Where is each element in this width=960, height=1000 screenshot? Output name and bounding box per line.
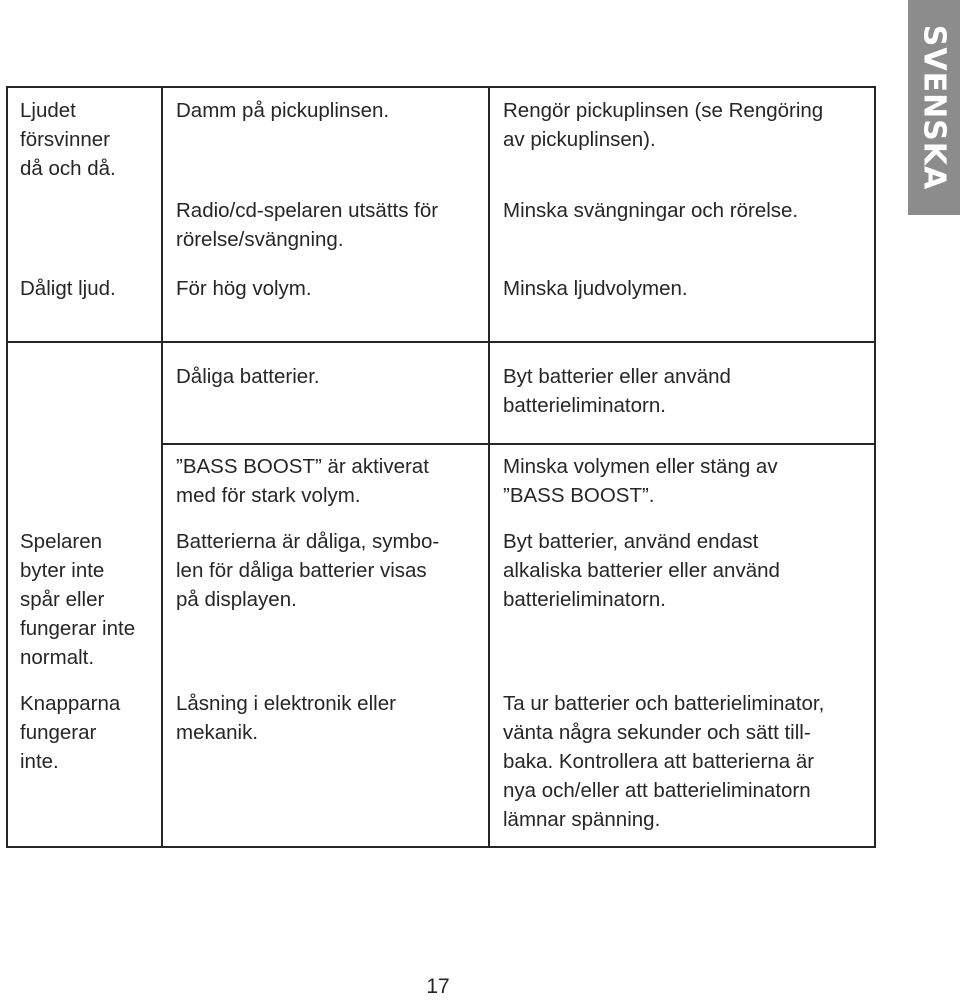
- solution-cell: Minska ljudvolymen.: [503, 277, 688, 300]
- troubleshooting-table: [6, 86, 876, 848]
- cause-cell: För hög volym.: [176, 277, 312, 300]
- row-divider: [161, 443, 874, 445]
- solution-cell: Ta ur batterier och batterieliminator, vänta några sekunder och sätt till- baka. Kontrollera att batterierna är nya och/eller att batterieliminatorn lämnar spänning.: [503, 692, 825, 831]
- cause-cell: Dåliga batterier.: [176, 365, 320, 388]
- page-number: 17: [426, 975, 450, 998]
- cause-cell: Damm på pickuplinsen.: [176, 99, 390, 122]
- solution-cell: Minska volymen eller stäng av ”BASS BOOST”.: [503, 455, 778, 507]
- problem-cell: Dåligt ljud.: [20, 277, 116, 300]
- problem-cell: Knapparna fungerar inte.: [20, 692, 121, 773]
- solution-cell: Byt batterier, använd endast alkaliska batterier eller använd batterieliminatorn.: [503, 530, 780, 611]
- cause-cell: Låsning i elektronik eller mekanik.: [176, 692, 396, 744]
- language-tab-label: SVENSKA: [916, 24, 952, 191]
- language-tab: [908, 0, 960, 215]
- cause-cell: ”BASS BOOST” är aktiverat med för stark volym.: [176, 455, 429, 507]
- column-divider: [488, 88, 490, 846]
- problem-cell: Spelaren byter inte spår eller fungerar inte normalt.: [20, 530, 136, 669]
- solution-cell: Minska svängningar och rörelse.: [503, 199, 799, 222]
- row-divider: [8, 341, 874, 343]
- solution-cell: Rengör pickuplinsen (se Rengöring av pickuplinsen).: [503, 99, 824, 151]
- cause-cell: Radio/cd-spelaren utsätts för rörelse/svängning.: [176, 199, 439, 251]
- column-divider: [161, 88, 163, 846]
- cause-cell: Batterierna är dåliga, symbo- len för dåliga batterier visas på displayen.: [176, 530, 440, 611]
- solution-cell: Byt batterier eller använd batterieliminatorn.: [503, 365, 731, 417]
- problem-cell: Ljudet försvinner då och då.: [20, 99, 116, 180]
